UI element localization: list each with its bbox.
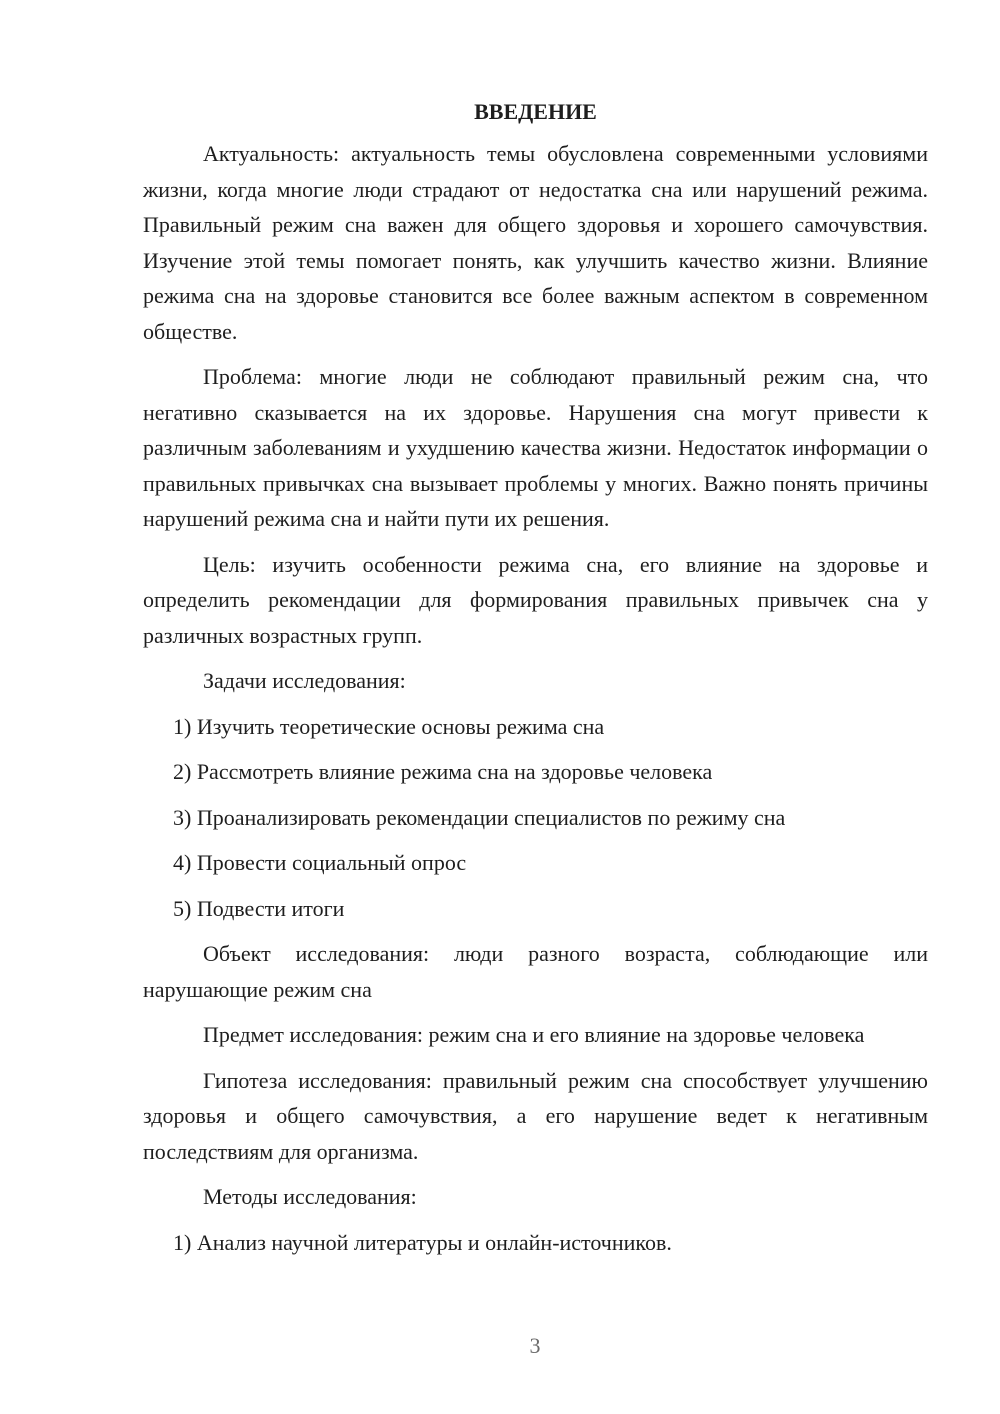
task-item: 4) Провести социальный опрос [173, 850, 467, 875]
paragraph-relevance: Актуальность: актуальность темы обусловлена современными условиями жизни, когда многие люди страдают от недостатка сна или нарушений режима. Правильный режим сна важен для общего здоровья и хорошего самочувствия. Изучение этой темы помогает понять, как улучшить качество жизни. Влияние режима сна на здоровье становится все более важным аспектом в современном обществе. [143, 141, 928, 344]
page-content [143, 98, 928, 1270]
task-item: 5) Подвести итоги [173, 895, 345, 921]
paragraph-problem: Проблема: многие люди не соблюдают правильный режим сна, что негативно сказывается на их здоровье. Нарушения сна могут привести к различным заболеваниям и ухудшению качества жизни. Недостаток информации о правильных привычках сна вызывает проблемы у многих. Важно понять причины нарушений режима сна и найти пути их решения. [143, 364, 928, 531]
paragraph-subject: Предмет исследования: режим сна и его влияние на здоровье человека [203, 1022, 865, 1047]
paragraph-goal: Цель: изучить особенности режима сна, его влияние на здоровье и определить рекомендации для формирования правильных привычек сна у различных возрастных групп. [143, 551, 928, 648]
method-item: 1) Анализ научной литературы и онлайн-источников. [173, 1229, 672, 1255]
task-item: 1) Изучить теоретические основы режима сна [173, 713, 605, 739]
methods-heading: Методы исследования: [203, 1184, 417, 1209]
paragraph-hypothesis: Гипотеза исследования: правильный режим сна способствует улучшению здоровья и общего самочувствия, а его нарушение ведет к негативным последствиям для организма. [143, 1067, 928, 1164]
task-item: 3) Проанализировать рекомендации специалистов по режиму сна [173, 804, 786, 830]
tasks-heading: Задачи исследования: [203, 668, 406, 693]
page-title: ВВЕДЕНИЕ [474, 99, 597, 124]
paragraph-object: Объект исследования: люди разного возраста, соблюдающие или нарушающие режим сна [143, 941, 928, 1002]
task-item: 2) Рассмотреть влияние режима сна на здоровье человека [173, 759, 713, 784]
page-number: 3 [529, 1333, 541, 1358]
